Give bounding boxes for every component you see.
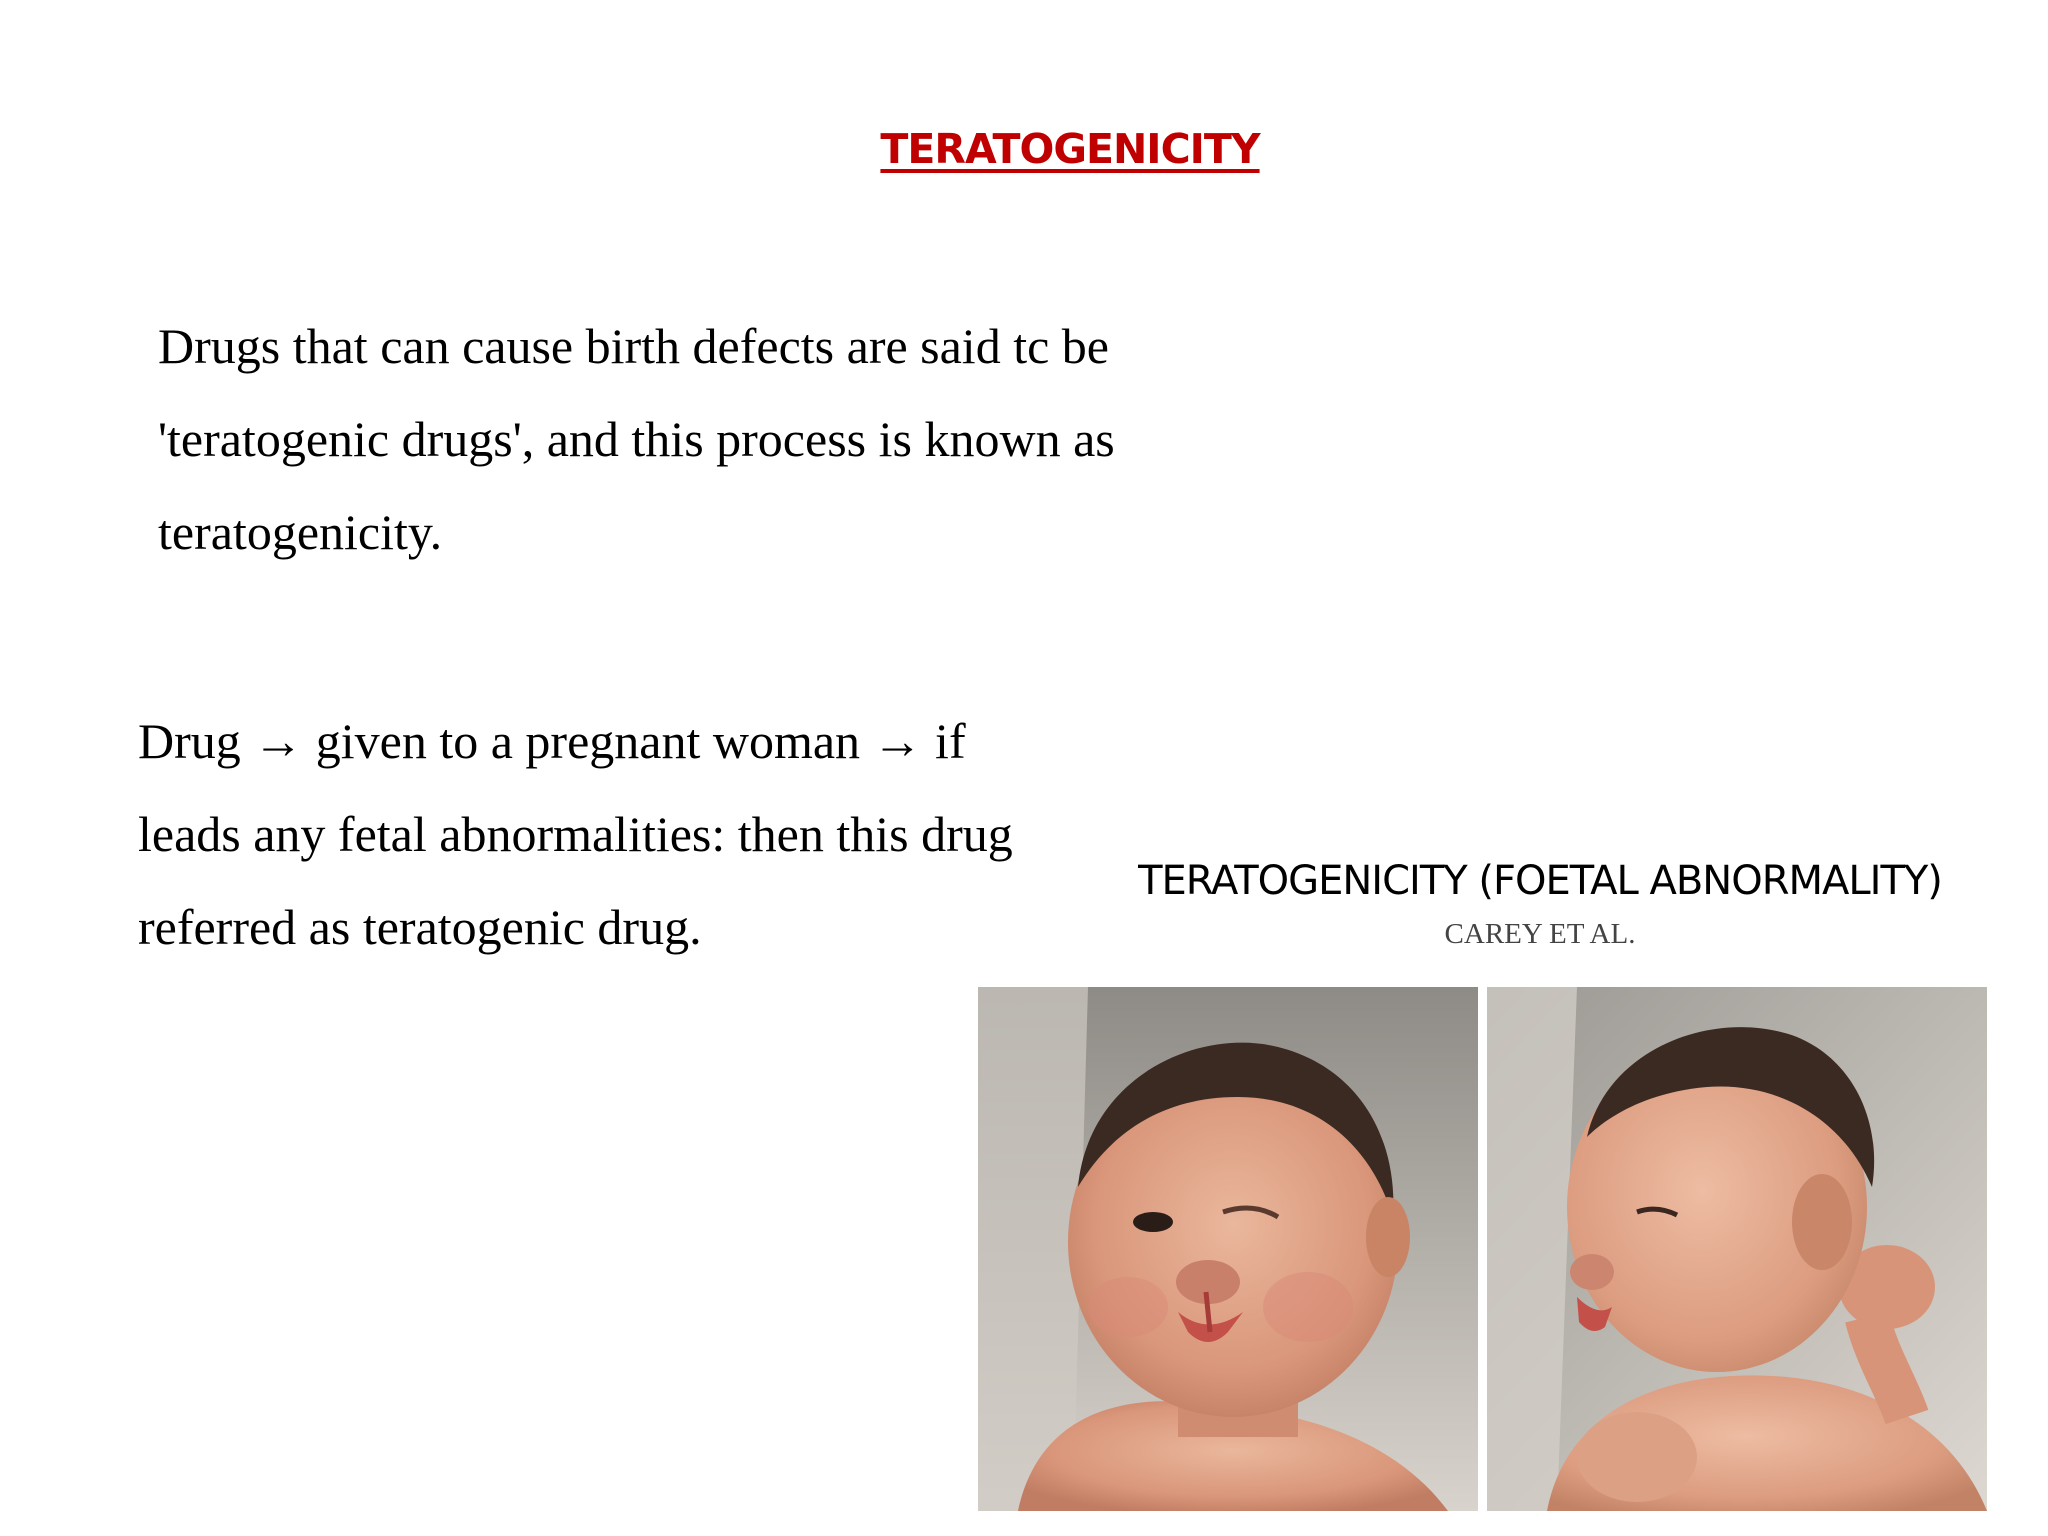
figure-credit: CAREY ET AL. — [1444, 918, 1636, 950]
slide-title: TERATOGENICITY — [880, 125, 1260, 173]
infant-photo-front — [978, 987, 1478, 1511]
figure-caption: TERATOGENICITY (FOETAL ABNORMALITY) — [1138, 858, 1942, 904]
infant-photo-profile — [1487, 987, 1987, 1511]
definition-paragraph: Drugs that can cause birth defects are said tc be 'teratogenic drugs', and this process is known as teratogenicity. — [158, 318, 1115, 560]
explanation-paragraph: Drug → given to a pregnant woman → if leads any fetal abnormalities: then this drug referred as teratogenic drug. — [138, 713, 1013, 955]
infant-front-illustration — [978, 987, 1478, 1511]
infant-profile-illustration — [1487, 987, 1987, 1511]
